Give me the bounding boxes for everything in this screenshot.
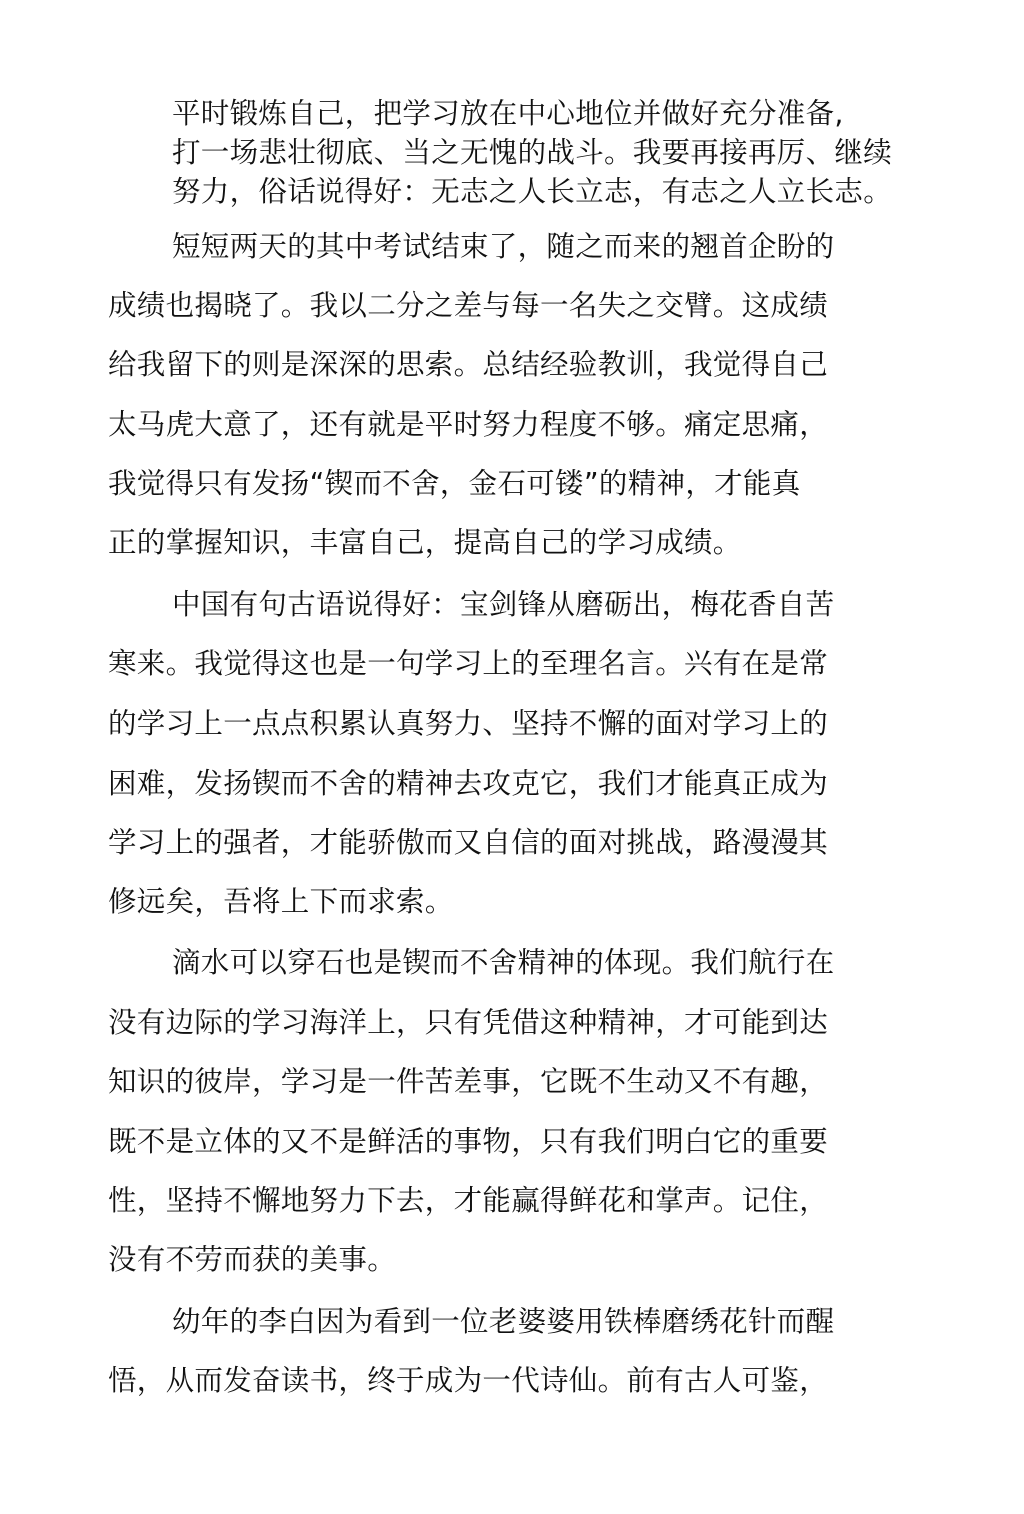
text-line: 没有不劳而获的美事。 xyxy=(108,1243,397,1276)
text-line: 努力，俗话说得好：无志之人长立志，有志之人立长志。 xyxy=(172,175,893,208)
text-line: 正的掌握知识，丰富自己，提高自己的学习成绩。 xyxy=(108,526,742,559)
text-line: 寒来。我觉得这也是一句学习上的至理名言。兴有在是常 xyxy=(108,647,829,680)
text-line: 短短两天的其中考试结束了，随之而来的翘首企盼的 xyxy=(172,230,835,263)
text-line: 困难，发扬锲而不舍的精神去攻克它，我们才能真正成为 xyxy=(108,767,829,800)
text-line: 的学习上一点点积累认真努力、坚持不懈的面对学习上的 xyxy=(108,707,829,740)
text-line: 修远矣，吾将上下而求索。 xyxy=(108,885,454,918)
text-line: 成绩也揭晓了。我以二分之差与每一名失之交臂。这成绩 xyxy=(108,289,829,322)
text-line: 给我留下的则是深深的思索。总结经验教训，我觉得自己 xyxy=(108,348,829,381)
text-line: 悟，从而发奋读书，终于成为一代诗仙。前有古人可鉴， xyxy=(108,1364,829,1397)
text-line: 学习上的强者，才能骄傲而又自信的面对挑战，路漫漫其 xyxy=(108,826,829,859)
text-line: 平时锻炼自己，把学习放在中心地位并做好充分准备, xyxy=(172,97,844,130)
text-line: 打一场悲壮彻底、当之无愧的战斗。我要再接再厉、继续 xyxy=(172,136,893,169)
text-line: 知识的彼岸，学习是一件苦差事，它既不生动又不有趣， xyxy=(108,1065,829,1098)
text-line: 性，坚持不懈地努力下去，才能赢得鲜花和掌声。记住， xyxy=(108,1184,829,1217)
text-line: 滴水可以穿石也是锲而不舍精神的体现。我们航行在 xyxy=(172,946,835,979)
text-line: 中国有句古语说得好：宝剑锋从磨砺出，梅花香自苦 xyxy=(172,588,835,621)
text-line: 太马虎大意了，还有就是平时努力程度不够。痛定思痛， xyxy=(108,408,829,441)
text-line: 幼年的李白因为看到一位老婆婆用铁棒磨绣花针而醒 xyxy=(172,1305,835,1338)
text-line: 既不是立体的又不是鲜活的事物，只有我们明白它的重要 xyxy=(108,1125,829,1158)
text-line: 没有边际的学习海洋上，只有凭借这种精神，才可能到达 xyxy=(108,1006,829,1039)
text-line: 我觉得只有发扬“锲而不舍，金石可镂”的精神，才能真 xyxy=(108,467,801,500)
